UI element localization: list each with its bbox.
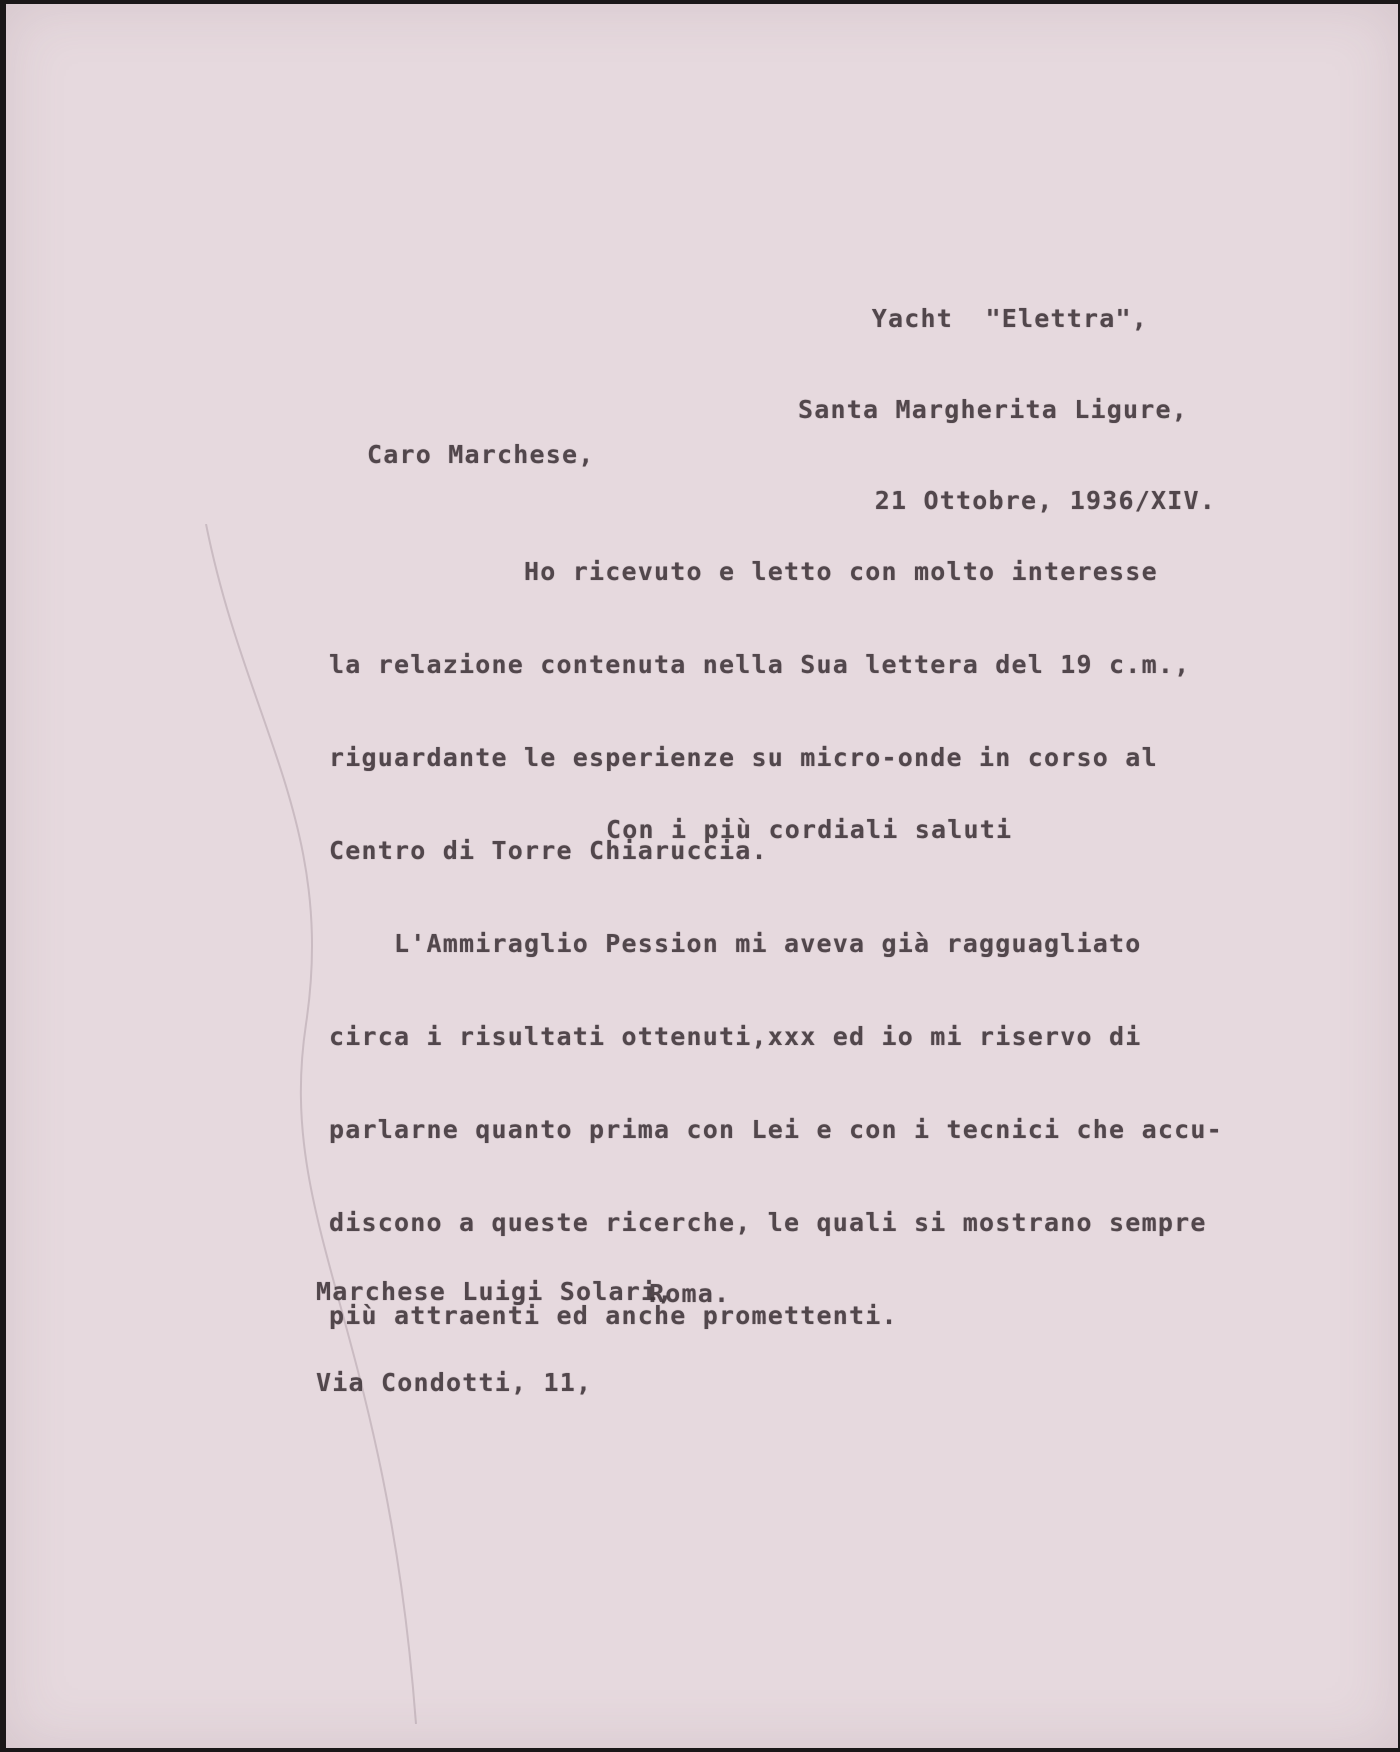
addressee — [316, 1217, 674, 1457]
addressee-city: Roma. — [649, 1279, 731, 1308]
body-line: riguardante le esperienze su micro-onde in corso al — [329, 743, 1158, 772]
header-date: 21 Ottobre, 1936/XIV. — [874, 486, 1216, 515]
header-yacht: Yacht "Elettra", — [871, 304, 1148, 333]
body-line: circa i risultati ottenuti,xxx ed io mi riservo di — [329, 1022, 1142, 1051]
body-line: Centro di Torre Chiaruccia. — [329, 836, 768, 865]
body-line: la relazione contenuta nella Sua lettera del 19 c.m., — [329, 650, 1191, 679]
closing: Con i più cordiali saluti — [606, 815, 1013, 844]
addressee-name: Marchese Luigi Solari, — [316, 1277, 674, 1306]
body-line: più attraenti ed anche promettenti. — [329, 1301, 898, 1330]
body-line: discono a queste ricerche, le quali si mostrano sempre — [329, 1208, 1207, 1237]
body-line: Ho ricevuto e letto con molto interesse — [329, 557, 1158, 586]
header-place: Santa Margherita Ligure, — [797, 395, 1188, 424]
body-line: L'Ammiraglio Pession mi aveva già ragguagliato — [329, 929, 1142, 958]
letter-page — [6, 4, 1398, 1748]
body-line: parlarne quanto prima con Lei e con i tecnici che accu- — [329, 1115, 1223, 1144]
addressee-street: Via Condotti, 11, — [316, 1368, 593, 1397]
salutation: Caro Marchese, — [367, 440, 595, 469]
